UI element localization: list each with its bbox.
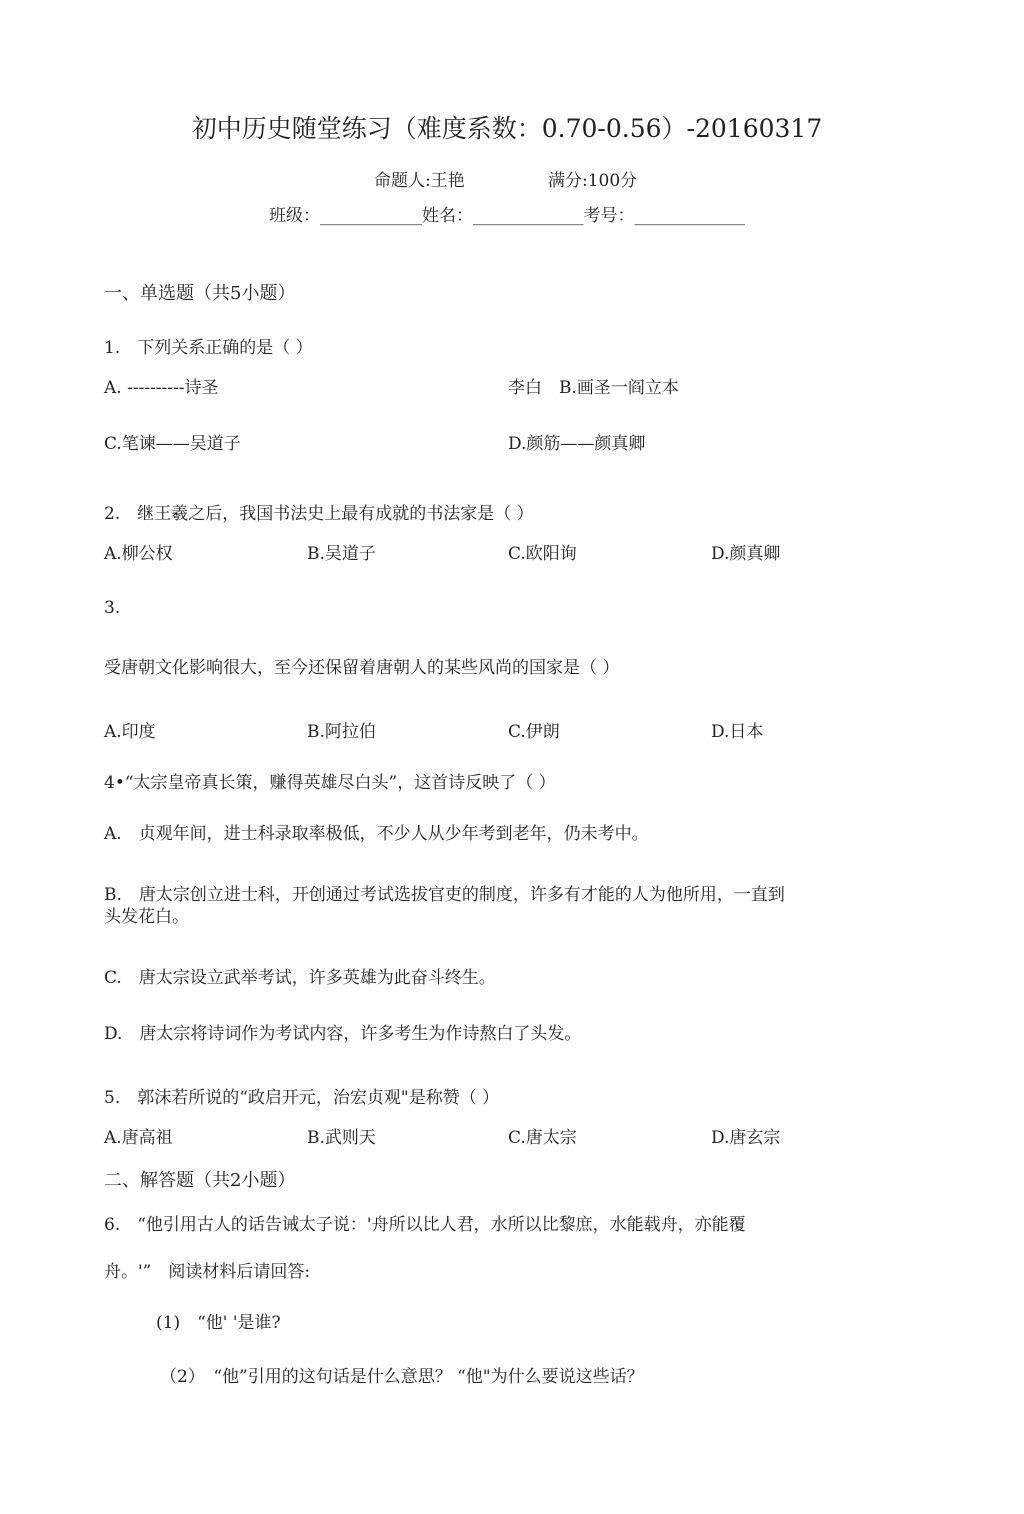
question-3-number: 3. [104, 598, 121, 618]
section-heading-answer: 二、解答题（共2小题） [104, 1170, 296, 1191]
question-3-stem: 受唐朝文化影响很大，至今还保留着唐朝人的某些风尚的国家是（ ） [104, 658, 620, 678]
full-score-label: 满分:100分 [548, 171, 638, 191]
question-5-option-b: B.武则天 [307, 1128, 376, 1148]
question-2-option-b: B.吴道子 [307, 544, 376, 564]
question-3-option-d: D.日本 [711, 722, 764, 742]
question-5-option-d: D.唐玄宗 [711, 1128, 781, 1148]
question-3-option-c: C.伊朗 [508, 722, 560, 742]
section-heading-single-choice: 一、单选题（共5小题） [104, 283, 296, 304]
question-5-option-a: A.唐高祖 [104, 1128, 173, 1148]
question-6-line1: 6. “他引用古人的话告诫太子说：'舟所以比人君，水所以比黎庶，水能载舟，亦能覆 [104, 1215, 746, 1235]
question-4-stem: 4•“太宗皇帝真长策，赚得英雄尽白头”，这首诗反映了（ ） [104, 773, 556, 793]
question-4-option-b-line2: 头发花白。 [104, 907, 189, 927]
question-4-option-c: C. 唐太宗设立武举考试，许多英雄为此奋斗终生。 [104, 968, 496, 988]
question-4-option-b-line1: B. 唐太宗创立进士科，开创通过考试选拔官吏的制度，许多有才能的人为他所用，一直到 [104, 885, 785, 905]
author-label: 命题人:王艳 [374, 171, 465, 191]
question-4-option-d: D. 唐太宗将诗词作为考试内容，许多考生为作诗熬白了头发。 [104, 1024, 582, 1044]
student-info-line: 班级：____________姓名：_____________考号：_____________ [269, 206, 745, 226]
question-3-option-a: A.印度 [104, 722, 156, 742]
question-5-stem: 5. 郭沫若所说的“政启开元，治宏贞观"是称赞（ ） [104, 1088, 500, 1108]
question-1-option-b: 李白 B.画圣一阎立本 [508, 378, 679, 398]
question-5-option-c: C.唐太宗 [508, 1128, 577, 1148]
question-1-stem: 1. 下列关系正确的是（ ） [104, 338, 313, 358]
question-2-option-a: A.柳公权 [104, 544, 173, 564]
question-2-stem: 2. 继王羲之后，我国书法史上最有成就的书法家是（ ） [104, 504, 534, 524]
question-6-line2: 舟。'” 阅读材料后请回答: [104, 1262, 311, 1282]
question-6-subquestion-1: (1) “他' '是谁? [156, 1313, 281, 1333]
question-1-option-c: C.笔谏——吴道子 [104, 434, 241, 454]
question-1-option-d: D.颜筋——颜真卿 [508, 434, 646, 454]
page-title: 初中历史随堂练习（难度系数：0.70-0.56）-20160317 [191, 114, 823, 143]
question-2-option-c: C.欧阳询 [508, 544, 577, 564]
question-4-option-a: A. 贞观年间，进士科录取率极低，不少人从少年考到老年，仍未考中。 [104, 824, 649, 844]
question-6-subquestion-2: （2） “他”引用的这句话是什么意思？ “他"为什么要说这些话？ [160, 1367, 644, 1387]
question-3-option-b: B.阿拉伯 [307, 722, 376, 742]
question-1-option-a: A. ----------诗圣 [104, 378, 219, 398]
question-2-option-d: D.颜真卿 [711, 544, 781, 564]
